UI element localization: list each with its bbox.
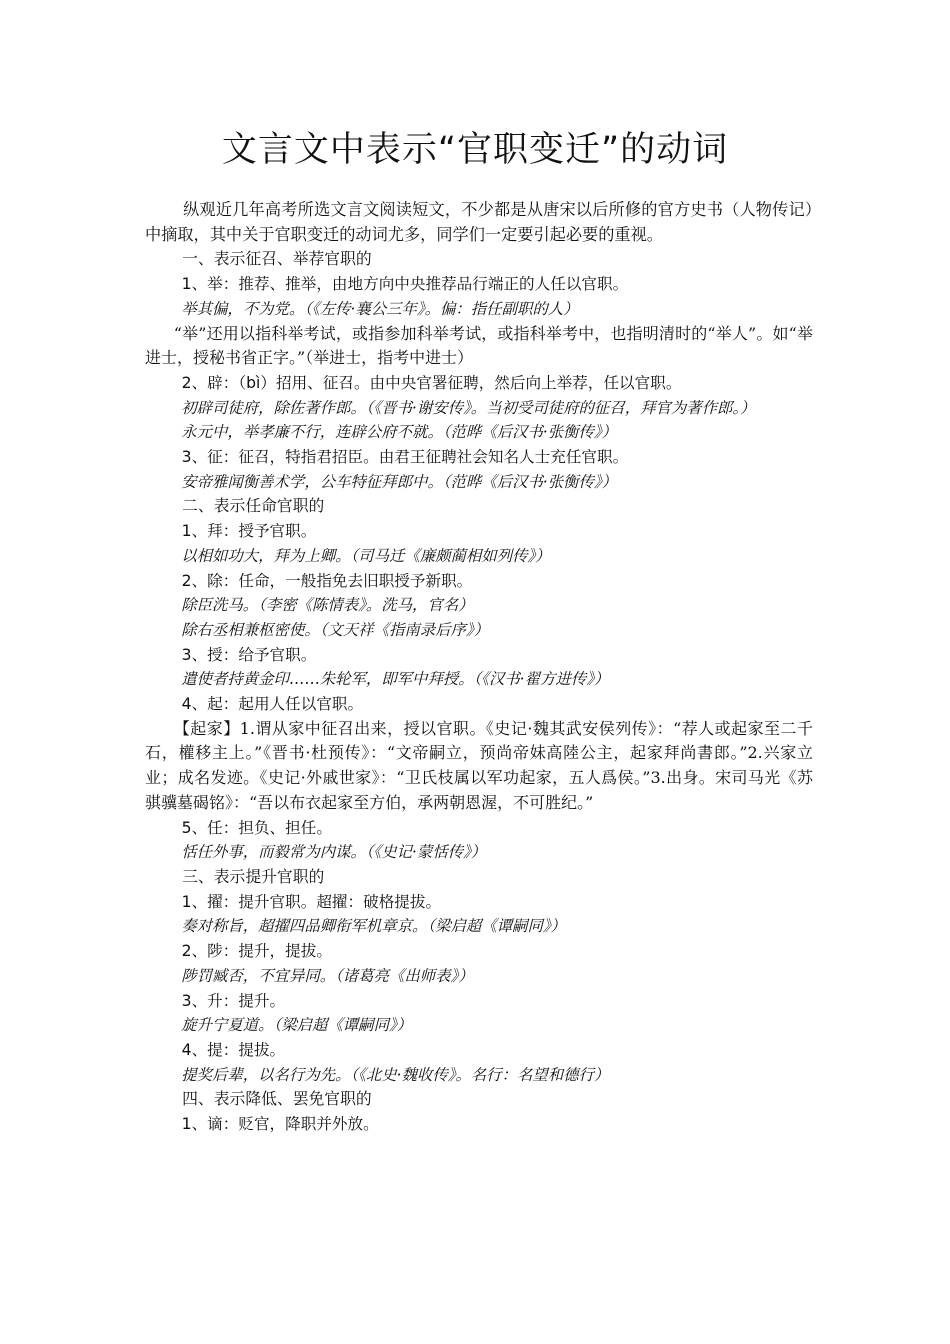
section-heading: 三、表示提升官职的 xyxy=(182,866,325,886)
definition-line: 4、起：起用人任以官职。 xyxy=(181,695,364,714)
note-paragraph: “举”还用以指科举考试，或指参加科举考试，或指科举考中，也指明清时的“举人”。如“举进士，授秘书省正字。”（举进士，指考中进士） xyxy=(145,323,813,368)
definition-line: 2、辟：（bì）招用、征召。由中央官署征聘，然后向上举荐，任以官职。 xyxy=(181,373,682,392)
example-line: 提奖后辈，以名行为先。（《北史·魏收传》。名行：名望和德行） xyxy=(181,1065,610,1084)
example-line: 初辟司徒府，除佐著作郎。（《晋书·谢安传》。当初受司徒府的征召，拜官为著作郎。） xyxy=(181,398,756,417)
definition-line: 1、拜：授予官职。 xyxy=(181,522,317,541)
qijia-note-paragraph: 【起家】1.谓从家中征召出来，授以官职。《史记·魏其武安侯列传》：“荐人或起家至二千石，權移主上。”《晋书·杜预传》：“文帝嗣立，预尚帝妹高陸公主，起家拜尚書郎。”2.兴家立业；成名发迹。《史记·外戚世家》：“卫氏枝属以军功起家，五人爲侯。”3.出身。宋司马光《苏骐骥墓碣铭》：“吾以布衣起家至方伯，承两朝恩渥，不可胜纪。” xyxy=(145,718,813,812)
section-heading: 一、表示征召、举荐官职的 xyxy=(182,249,372,269)
example-line: 旋升宁夏道。（梁启超《谭嗣同》） xyxy=(181,1016,413,1035)
document-body xyxy=(145,198,813,1137)
example-line: 奏对称旨，超擢四品卿衔军机章京。（梁启超《谭嗣同》） xyxy=(181,917,566,936)
definition-line: 3、征：征召，特指君招臣。由君王征聘社会知名人士充任官职。 xyxy=(181,448,629,467)
definition-line: 4、提：提拔。 xyxy=(181,1040,286,1059)
example-line: 遣使者持黄金印……朱轮军，即军中拜授。（《汉书·翟方进传》） xyxy=(181,670,610,689)
example-line: 陟罚臧否，不宜异同。（诸葛亮《出师表》） xyxy=(181,966,474,985)
intro-paragraph: 纵观近几年高考所选文言文阅读短文，不少都是从唐宋以后所修的官方史书（人物传记）中摘取，其中关于官职变迁的动词尤多，同学们一定要引起必要的重视。 xyxy=(145,200,813,244)
definition-line: 5、任：担负、担任。 xyxy=(181,818,332,837)
example-line: 安帝雅闻衡善术学，公车特征拜郎中。（范晔《后汉书·张衡传》） xyxy=(181,472,618,491)
example-line: 除右丞相兼枢密使。（文天祥《指南录后序》） xyxy=(181,620,489,639)
section-heading: 二、表示任命官职的 xyxy=(182,496,325,516)
section-heading: 四、表示降低、罢免官职的 xyxy=(182,1089,372,1109)
document-title: 文言文中表示“官职变迁”的动词 xyxy=(221,130,729,170)
definition-line: 3、授：给予官职。 xyxy=(181,645,317,664)
definition-line: 2、除：任命，一般指免去旧职授予新职。 xyxy=(181,571,473,590)
definition-line: 3、升：提升。 xyxy=(181,991,286,1010)
example-line: 恬任外事，而毅常为内谋。（《史记·蒙恬传》） xyxy=(181,843,487,862)
example-line: 以相如功大，拜为上卿。（司马迁《廉颇蔺相如列传》） xyxy=(181,546,551,565)
example-line: 永元中，举孝廉不行，连辟公府不就。（范晔《后汉书·张衡传》） xyxy=(181,423,618,442)
example-line: 举其偏，不为党。（《左传·襄公三年》。偏：指任副职的人） xyxy=(181,299,579,318)
definition-line: 2、陟：提升，提拔。 xyxy=(181,942,332,961)
definition-line: 1、擢：提升官职。超擢：破格提拔。 xyxy=(181,892,442,911)
definition-line: 1、举：推荐、推举，由地方向中央推荐品行端正的人任以官职。 xyxy=(181,275,629,294)
example-line: 除臣洗马。（李密《陈情表》。洗马，官名） xyxy=(181,596,474,615)
definition-line: 1、谪：贬官，降职并外放。 xyxy=(181,1115,379,1134)
